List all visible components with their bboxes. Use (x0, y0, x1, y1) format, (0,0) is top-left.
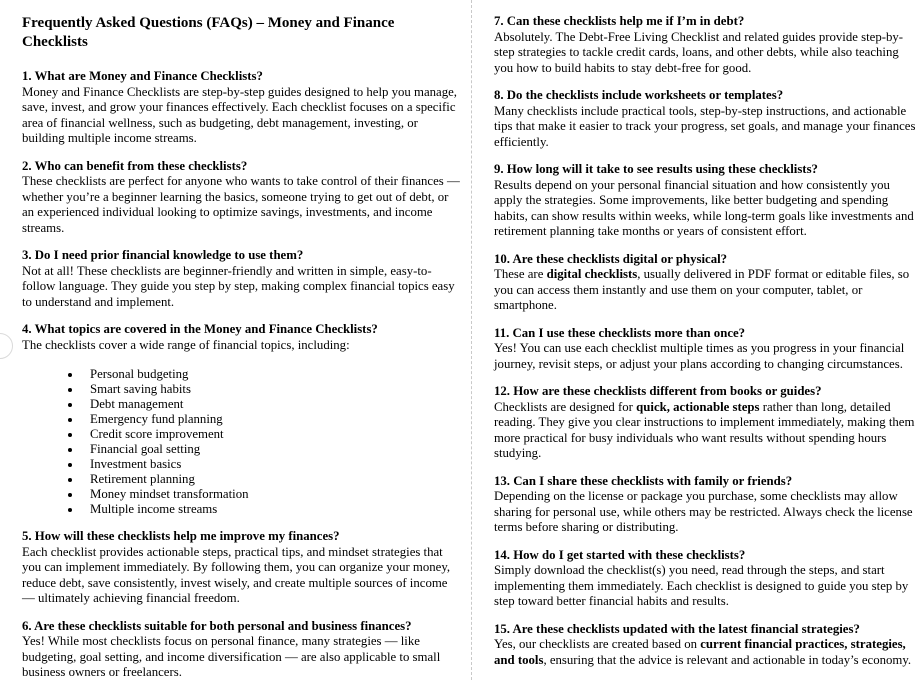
answer-segment: rather than long, detailed reading. They give you clear instructions to implement immediately, making them more practical for busy individuals who want results without spending hours studying. (494, 399, 915, 460)
faq-question: 8. Do the checklists include worksheets or templates? (494, 88, 784, 102)
left-edge-circle-artifact (0, 333, 13, 359)
faq-item (494, 326, 920, 373)
faq-question: 9. How long will it take to see results using these checklists? (494, 162, 818, 176)
faq-item (494, 252, 920, 314)
faq-question: 5. How will these checklists help me improve my finances? (22, 529, 340, 543)
faq-item (494, 384, 920, 462)
faq-answer (22, 545, 460, 607)
left-column-items (22, 69, 460, 680)
faq-answer (22, 634, 460, 680)
answer-segment: Each checklist provides actionable steps, practical tips, and mindset strategies that you can implement immediately. By following them, you can organize your money, reduce debt, save consistently, invest wisely, and create multiple sources of income — ultimately achieving financial freedom. (22, 544, 451, 605)
faq-answer (494, 30, 920, 77)
faq-answer (494, 563, 920, 610)
faq-answer (494, 104, 920, 151)
faq-question: 14. How do I get started with these checklists? (494, 547, 746, 562)
faq-item (494, 622, 920, 669)
faq-answer (494, 489, 920, 536)
column-separator-dotted-line (471, 0, 472, 680)
faq-question: 15. Are these checklists updated with the latest financial strategies? (494, 621, 860, 636)
topic-item: • Financial goal setting (82, 442, 460, 457)
answer-bold-segment: digital checklists (546, 267, 638, 281)
faq-question: 11. Can I use these checklists more than once? (494, 325, 746, 340)
answer-segment: Simply download the checklist(s) you need, read through the steps, and start implementing them immediately. Each checklist is designed to guide you step by step toward better financial habits and results. (494, 563, 909, 608)
topic-item: • Personal budgeting (82, 367, 460, 382)
answer-segment: Yes! You can use each checklist multiple times as you progress in your financial journey, revisit steps, or adjust your plans according to changing circumstances. (494, 341, 905, 371)
answer-segment: Yes, our checklists are created based on (494, 637, 701, 651)
faq-question: 2. Who can benefit from these checklists? (22, 158, 248, 173)
answer-segment: Depending on the license or package you purchase, some checklists may allow sharing for personal use, while others may be restricted. Always check the license terms before sharing or distributing. (494, 489, 913, 534)
answer-segment: Not at all! These checklists are beginner-friendly and written in simple, easy-to-follow language. They guide you step by step, making complex financial topics easy to understand and implement. (22, 263, 455, 309)
faq-question: 12. How are these checklists different from books or guides? (494, 384, 822, 398)
answer-bold-segment: quick, actionable steps (636, 399, 760, 414)
faq-question: 7. Can these checklists help me if I’m in debt? (494, 14, 745, 28)
faq-question: 1. What are Money and Finance Checklists? (22, 69, 263, 83)
faq-item (494, 474, 920, 536)
topic-item: • Money mindset transformation (82, 487, 460, 502)
faq-item (494, 88, 920, 150)
faq-item (22, 159, 460, 237)
topic-item: • Retirement planning (82, 472, 460, 487)
right-column (494, 14, 920, 680)
answer-segment: , ensuring that the advice is relevant and actionable in today’s economy. (543, 652, 912, 667)
topic-item: • Credit score improvement (82, 427, 460, 442)
answer-bold-segment: current financial practices, strategies, and tools (494, 637, 906, 667)
faq-item (22, 529, 460, 607)
answer-segment: Money and Finance Checklists are step-by-step guides designed to help you manage, save, invest, and grow your finances effectively. Each checklist focuses on a specific area of financial wellness, such as budgeting, debt management, investing, or building multiple income streams. (22, 84, 457, 145)
faq-item (494, 548, 920, 610)
faq-answer (494, 637, 920, 668)
answer-segment: These checklists are perfect for anyone who wants to take control of their finances — whether you’re a beginner learning the basics, someone trying to get out of debt, or an experienced individual looking to optimize savings, investments, and income streams. (22, 174, 460, 235)
left-column (22, 14, 460, 680)
faq-question: 4. What topics are covered in the Money and Finance Checklists? (22, 322, 378, 336)
faq-item (22, 322, 460, 517)
faq-answer (494, 267, 920, 314)
topic-item: • Smart saving habits (82, 382, 460, 397)
faq-item (494, 162, 920, 240)
faq-item (22, 619, 460, 680)
topic-item: • Multiple income streams (82, 502, 460, 517)
faq-question: 10. Are these checklists digital or physical? (494, 251, 728, 266)
answer-segment: Results depend on your personal financial situation and how consistently you apply the strategies. Some improvements, like better budgeting and spending habits, can show results within weeks, while long-term goals like investments and retirement planning take months or years of consistent effort. (494, 177, 914, 238)
answer-segment: These are (494, 267, 547, 281)
faq-answer (494, 341, 920, 372)
answer-segment: , usually delivered in PDF format or editable files, so you can access them instantly and use them on your computer, tablet, or smartphone. (494, 267, 910, 312)
faq-answer (22, 85, 460, 147)
topic-item: • Emergency fund planning (82, 412, 460, 427)
answer-segment: The checklists cover a wide range of financial topics, including: (22, 337, 350, 352)
faq-answer (494, 178, 920, 240)
faq-question: 3. Do I need prior financial knowledge to use them? (22, 248, 304, 262)
topics-list (22, 367, 460, 517)
faq-answer (22, 264, 460, 311)
faq-item (22, 69, 460, 147)
faq-answer (494, 400, 920, 462)
faq-question: 13. Can I share these checklists with family or friends? (494, 473, 793, 488)
faq-question: 6. Are these checklists suitable for both personal and business finances? (22, 618, 412, 633)
topic-item: • Investment basics (82, 457, 460, 472)
right-column-items (494, 14, 920, 668)
page-title: Frequently Asked Questions (FAQs) – Money and Finance Checklists (22, 15, 395, 50)
faq-answer (22, 338, 460, 354)
answer-segment: Yes! While most checklists focus on personal finance, many strategies — like budgeting, goal setting, and income diversification — are also applicable to small business owners or freelancers. (22, 634, 441, 679)
faq-answer (22, 174, 460, 236)
answer-segment: Many checklists include practical tools, step-by-step instructions, and actionable tips that make it easier to track your progress, set goals, and manage your finances efficiently. (494, 103, 916, 149)
answer-segment: Checklists are designed for (494, 399, 637, 414)
answer-segment: Absolutely. The Debt-Free Living Checklist and related guides provide step-by-step strategies to tackle credit cards, loans, and other debts, while also teaching you how to build habits to stay debt-free for good. (494, 29, 904, 75)
faq-item (22, 248, 460, 310)
faq-item (494, 14, 920, 76)
topic-item: • Debt management (82, 397, 460, 412)
